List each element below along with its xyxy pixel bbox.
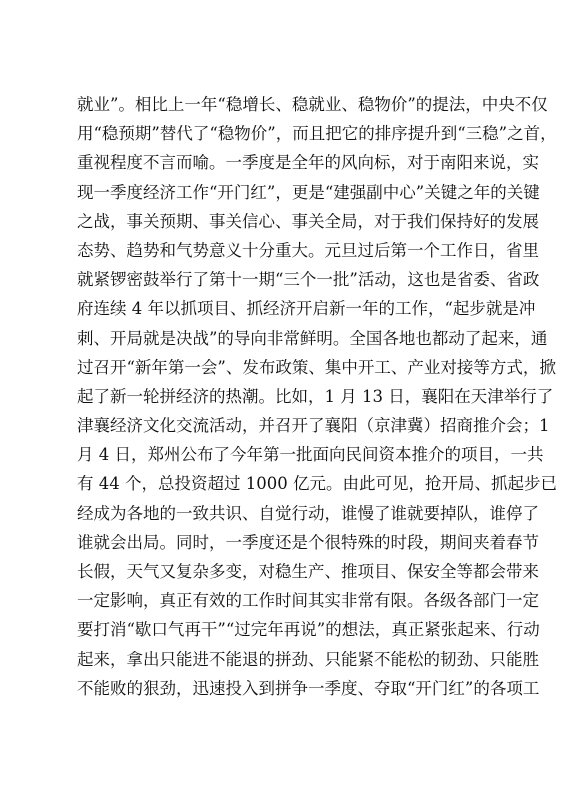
text-line: 就业”。相比上一年“稳增长、稳就业、稳物价”的提法，中央不仅	[77, 95, 548, 114]
text-line: 月 4 日，郑州公布了今年第一批面向民间资本推介的项目，一共	[77, 445, 544, 465]
text-line: 现一季度经济工作“开门红”，更是“建强副中心”关键之年的关键	[77, 182, 540, 202]
text-line: 津襄经济文化交流活动，并召开了襄阳（京津冀）招商推介会；1	[77, 416, 550, 436]
text-line: 用“稳预期”替代了“稳物价”，而且把它的排序提升到“三稳”之首，	[77, 124, 557, 144]
text-line: 府连续 4 年以抓项目、抓经济开启新一年的工作，“起步就是冲	[77, 299, 536, 319]
text-line: 起来，拿出只能进不能退的拼劲、只能紧不能松的韧劲、只能胜	[77, 649, 539, 669]
text-line: 起了新一轮拼经济的热潮。比如，1 月 13 日，襄阳在天津举行了	[77, 386, 554, 406]
text-line: 经成为各地的一致共识、自觉行动，谁慢了谁就要掉队，谁停了	[77, 503, 539, 523]
text-line: 长假，天气又复杂多变，对稳生产、推项目、保安全等都会带来	[77, 562, 539, 581]
text-line: 就紧锣密鼓举行了第十一期“三个一批”活动，这也是省委、省政	[77, 270, 540, 290]
text-line: 一定影响，真正有效的工作时间其实非常有限。各级各部门一定	[77, 591, 539, 611]
text-line: 刺、开局就是决战”的导向非常鲜明。全国各地也都动了起来，通	[77, 328, 548, 348]
body-text	[77, 90, 557, 703]
text-line: 之战，事关预期、事关信心、事关全局，对于我们保持好的发展	[77, 211, 539, 231]
text-line: 过召开“新年第一会”、发布政策、集中开工、产业对接等方式，掀	[77, 357, 556, 377]
text-line: 有 44 个，总投资超过 1000 亿元。由此可见，抢开局、抓起步已	[77, 474, 557, 494]
text-line: 要打消“歇口气再干”“过完年再说”的想法，真正紧张起来、行动	[77, 620, 540, 640]
text-line: 不能败的狠劲，迅速投入到拼争一季度、夺取“开门红”的各项工	[77, 678, 540, 698]
text-line: 态势、趋势和气势意义十分重大。元旦过后第一个工作日，省里	[77, 240, 539, 260]
text-line: 谁就会出局。同时，一季度还是个很特殊的时段，期间夹着春节	[77, 532, 539, 552]
text-line: 重视程度不言而喻。一季度是全年的风向标，对于南阳来说，实	[77, 153, 539, 173]
